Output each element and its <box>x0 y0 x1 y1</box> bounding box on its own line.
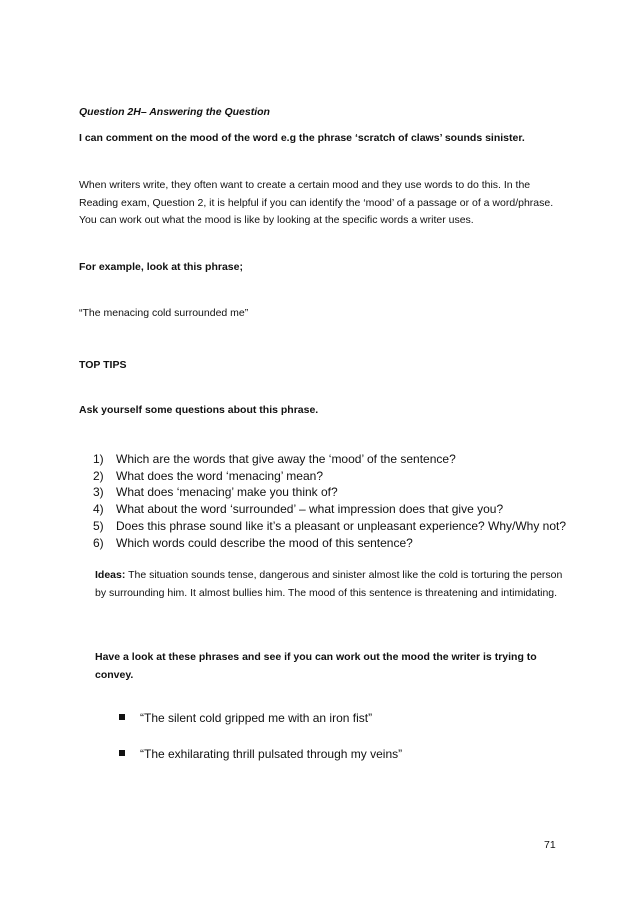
phrase-text: “The exhilarating thrill pulsated through my veins” <box>140 747 403 761</box>
question-text: Which words could describe the mood of this sentence? <box>116 535 413 550</box>
list-item <box>93 484 566 501</box>
list-item <box>93 535 566 552</box>
question-text: Does this phrase sound like it’s a pleasant or unpleasant experience? Why/Why not? <box>116 518 567 533</box>
ask-yourself-instruction: Ask yourself some questions about this phrase. <box>79 404 319 416</box>
learning-objective: I can comment on the mood of the word e.g the phrase ‘scratch of claws’ sounds sinister. <box>79 132 525 144</box>
question-number: 4) <box>93 502 104 517</box>
example-label: For example, look at this phrase; <box>79 261 243 273</box>
question-text: Which are the words that give away the ‘mood’ of the sentence? <box>116 452 456 466</box>
ideas-paragraph <box>95 567 565 602</box>
question-number: 5) <box>93 518 104 533</box>
list-item <box>93 501 566 518</box>
question-number: 2) <box>93 468 104 483</box>
question-text: What does the word ‘menacing’ mean? <box>116 468 323 483</box>
ideas-text: The situation sounds tense, dangerous and sinister almost like the cold is torturing the person by surrounding him. It almost bullies him. The mood of this sentence is threatening and intimidating. <box>95 569 563 599</box>
square-bullet-icon <box>119 750 125 756</box>
top-tips-heading: TOP TIPS <box>79 359 127 371</box>
list-item <box>119 747 402 761</box>
example-phrase: “The menacing cold surrounded me” <box>79 307 249 319</box>
square-bullet-icon <box>119 714 125 720</box>
list-item <box>93 451 566 468</box>
phrase-text: “The silent cold gripped me with an iron fist” <box>140 711 373 725</box>
list-item <box>119 711 372 725</box>
intro-paragraph: When writers write, they often want to create a certain mood and they use words to do this. In the Reading exam, Question 2, it is helpful if you can identify the ‘mood’ of a passage or of a word/phrase. You can work out what the mood is like by looking at the specific words a writer uses. <box>79 179 554 226</box>
task-instruction: Have a look at these phrases and see if you can work out the mood the writer is trying to convey. <box>95 651 537 681</box>
question-text: What does ‘menacing’ make you think of? <box>116 485 338 500</box>
question-list <box>93 451 566 551</box>
list-item <box>93 518 566 535</box>
ideas-label: Ideas: <box>95 569 126 581</box>
question-text: What about the word ‘surrounded’ – what impression does that give you? <box>116 502 504 517</box>
list-item <box>93 468 566 485</box>
question-number: 1) <box>93 452 104 466</box>
section-heading: Question 2H– Answering the Question <box>79 106 270 118</box>
page-number: 71 <box>544 839 556 851</box>
question-number: 6) <box>93 535 104 550</box>
question-number: 3) <box>93 485 104 500</box>
